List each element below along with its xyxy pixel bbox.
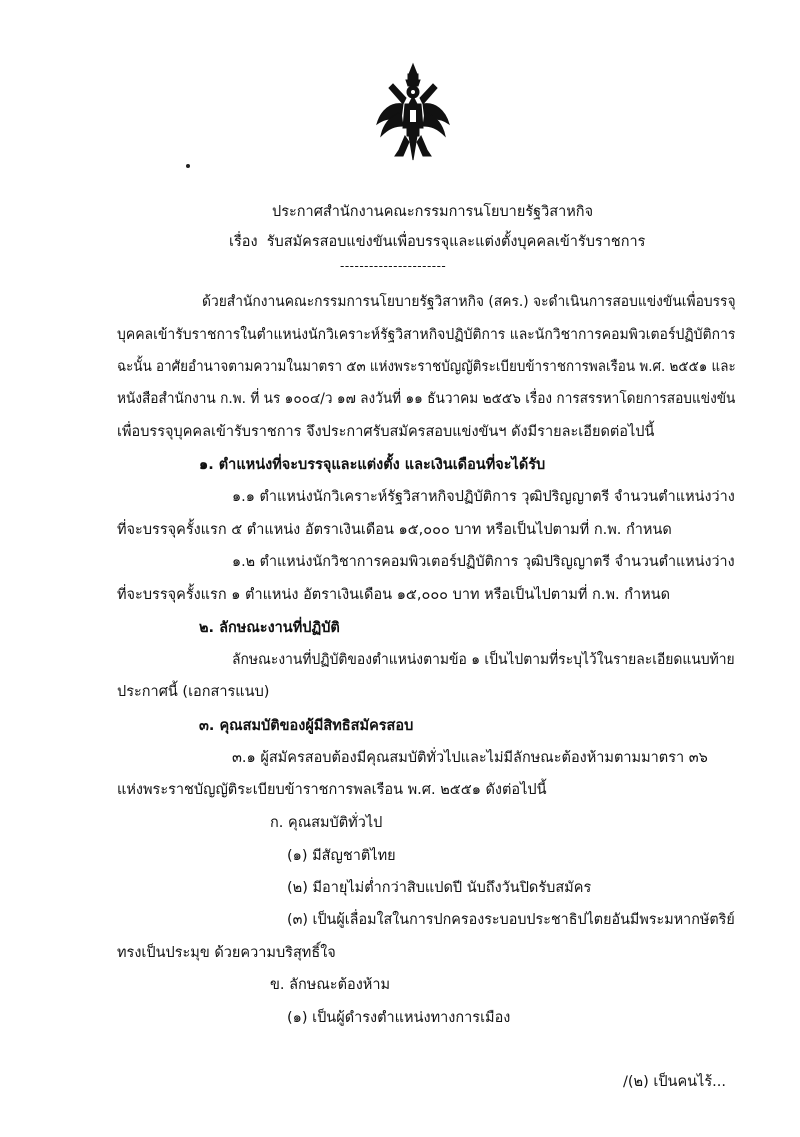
intro-line-5: เพื่อบรรจุบุคคลเข้ารับราชการ จึงประกาศรับสมัครสอบแข่งขันฯ ดังมีรายละเอียดต่อไปนี้ [117,424,655,440]
intro-line-4: หนังสือสำนักงาน ก.พ. ที่ นร ๑๐๐๔/ว ๑๗ ลงวันที่ ๑๑ ธันวาคม ๒๕๕๖ เรื่อง การสรรหาโดยการสอบแข่งขัน [117,391,736,407]
section-1-item-2-cont: ที่จะบรรจุครั้งแรก ๑ ตำแหน่ง อัตราเงินเดือน ๑๕,๐๐๐ บาท หรือเป็นไปตามที่ ก.พ. กำหนด [117,587,671,603]
subject-label: เรื่อง [229,234,258,250]
qualification-3-cont: ทรงเป็นประมุข ด้วยความบริสุทธิ์ใจ [117,945,336,961]
qualification-1: (๑) มีสัญชาติไทย [287,848,396,864]
section-2-line-2: ประกาศนี้ (เอกสารแนบ) [117,684,270,700]
section-3-heading: ๓. คุณสมบัติของผู้มีสิทธิสมัครสอบ [199,718,414,734]
qualification-3: (๓) เป็นผู้เลื่อมใสในการปกครองระบอบประชาธิปไตยอันมีพระมหากษัตริย์ [287,912,735,928]
section-1-heading: ๑. ตำแหน่งที่จะบรรจุและแต่งตั้ง และเงินเดือนที่จะได้รับ [199,457,546,473]
garuda-emblem-icon [373,62,453,162]
continuation-note: /(๒) เป็นคนไร้... [623,1074,726,1090]
subject-text: รับสมัครสอบแข่งขันเพื่อบรรจุและแต่งตั้งบุคคลเข้ารับราชการ [266,234,646,250]
section-3-line-2: แห่งพระราชบัญญัติระเบียบข้าราชการพลเรือน พ.ศ. ๒๕๕๑ ดังต่อไปนี้ [117,782,547,798]
section-3-line-1: ๓.๑ ผู้สมัครสอบต้องมีคุณสมบัติทั่วไปและไม่มีลักษณะต้องห้ามตามมาตรา ๓๖ [232,750,708,766]
prohibition-1: (๑) เป็นผู้ดำรงตำแหน่งทางการเมือง [287,1010,511,1026]
intro-line-1: ด้วยสำนักงานคณะกรรมการนโยบายรัฐวิสาหกิจ (สคร.) จะดำเนินการสอบแข่งขันเพื่อบรรจุ [202,294,736,310]
prohibitions-heading: ข. ลักษณะต้องห้าม [270,977,391,993]
section-1-item-2: ๑.๒ ตำแหน่งนักวิชาการคอมพิวเตอร์ปฏิบัติการ วุฒิปริญญาตรี จำนวนตำแหน่งว่าง [232,554,735,570]
section-1-item-1-cont: ที่จะบรรจุครั้งแรก ๕ ตำแหน่ง อัตราเงินเดือน ๑๕,๐๐๐ บาท หรือเป็นไปตามที่ ก.พ. กำหนด [117,522,672,538]
subject-line [229,232,645,252]
section-1-item-1: ๑.๑ ตำแหน่งนักวิเคราะห์รัฐวิสาหกิจปฏิบัติการ วุฒิปริญญาตรี จำนวนตำแหน่งว่าง [232,489,735,505]
intro-line-3: ฉะนั้น อาศัยอำนาจตามความในมาตรา ๕๓ แห่งพระราชบัญญัติระเบียบข้าราชการพลเรือน พ.ศ. ๒๕๕๑ และ [117,359,736,375]
qualifications-heading: ก. คุณสมบัติทั่วไป [270,815,383,831]
scan-dot [186,164,190,168]
qualification-2: (๒) มีอายุไม่ต่ำกว่าสิบแปดปี นับถึงวันปิดรับสมัคร [287,880,592,896]
intro-line-2: บุคคลเข้ารับราชการในตำแหน่งนักวิเคราะห์รัฐวิสาหกิจปฏิบัติการ และนักวิชาการคอมพิวเตอร์ปฏิบัติการ [117,327,736,343]
announcement-title: ประกาศสำนักงานคณะกรรมการนโยบายรัฐวิสาหกิจ [272,204,594,220]
section-2-heading: ๒. ลักษณะงานที่ปฏิบัติ [199,620,340,636]
section-2-line-1: ลักษณะงานที่ปฏิบัติของตำแหน่งตามข้อ ๑ เป็นไปตามที่ระบุไว้ในรายละเอียดแนบท้าย [232,652,735,668]
title-rule: ---------------------- [340,259,447,273]
